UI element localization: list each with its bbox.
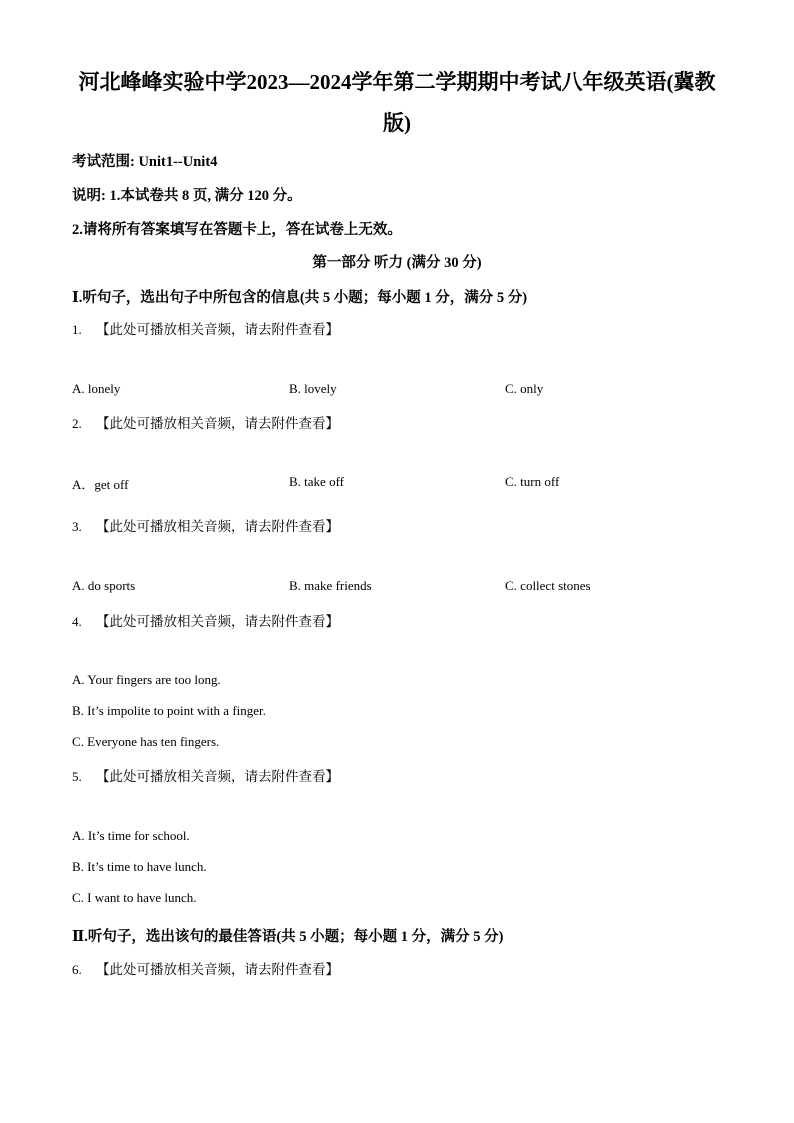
audio-note: 【此处可播放相关音频，请去附件查看】 — [96, 769, 339, 784]
option-b: B. lovely — [289, 381, 337, 396]
question-number: 4. — [72, 614, 82, 629]
audio-note: 【此处可播放相关音频，请去附件查看】 — [96, 614, 339, 629]
question-number: 2. — [72, 416, 82, 431]
question-1 — [72, 318, 339, 338]
page-title: 河北峰峰实验中学2023—2024学年第二学期期中考试八年级英语(冀教版) — [78, 70, 716, 135]
option-a: A. It’s time for school. — [72, 828, 190, 843]
option-b: B. take off — [289, 474, 344, 489]
question-number: 3. — [72, 519, 82, 534]
audio-note: 【此处可播放相关音频，请去附件查看】 — [96, 962, 339, 977]
audio-note: 【此处可播放相关音频，请去附件查看】 — [96, 322, 339, 337]
option-b: B. It’s time to have lunch. — [72, 859, 207, 874]
option-b: B. It’s impolite to point with a finger. — [72, 703, 266, 718]
question-4 — [72, 610, 339, 630]
question-number: 1. — [72, 322, 82, 337]
question-6 — [72, 958, 339, 978]
question-3 — [72, 515, 339, 535]
part-1-heading: 第一部分 听力 (满分 30 分) — [312, 255, 482, 271]
option-c: C. turn off — [505, 474, 560, 489]
section-1-heading: Ⅰ.听句子，选出句子中所包含的信息(共 5 小题；每小题 1 分，满分 5 分) — [72, 290, 528, 306]
question-number: 6. — [72, 962, 82, 977]
option-a: A. Your fingers are too long. — [72, 672, 221, 687]
option-c: C. Everyone has ten fingers. — [72, 734, 220, 749]
audio-note: 【此处可播放相关音频，请去附件查看】 — [96, 519, 339, 534]
question-number: 5. — [72, 769, 82, 784]
option-c: C. only — [505, 381, 544, 396]
option-c: C. collect stones — [505, 578, 591, 593]
option-a: A. lonely — [72, 381, 121, 396]
question-2 — [72, 412, 339, 432]
option-c: C. I want to have lunch. — [72, 890, 197, 905]
section-2-heading: Ⅱ.听句子，选出该句的最佳答语(共 5 小题；每小题 1 分，满分 5 分) — [72, 929, 504, 945]
audio-note: 【此处可播放相关音频，请去附件查看】 — [96, 416, 339, 431]
option-a: A．get off — [72, 477, 129, 492]
exam-note-2: 2.请将所有答案填写在答题卡上，答在试卷上无效。 — [72, 222, 402, 238]
exam-note-1: 说明: 1.本试卷共 8 页, 满分 120 分。 — [72, 188, 302, 204]
option-a: A. do sports — [72, 578, 136, 593]
exam-scope: 考试范围: Unit1--Unit4 — [72, 154, 218, 170]
option-b: B. make friends — [289, 578, 372, 593]
question-5 — [72, 765, 339, 785]
